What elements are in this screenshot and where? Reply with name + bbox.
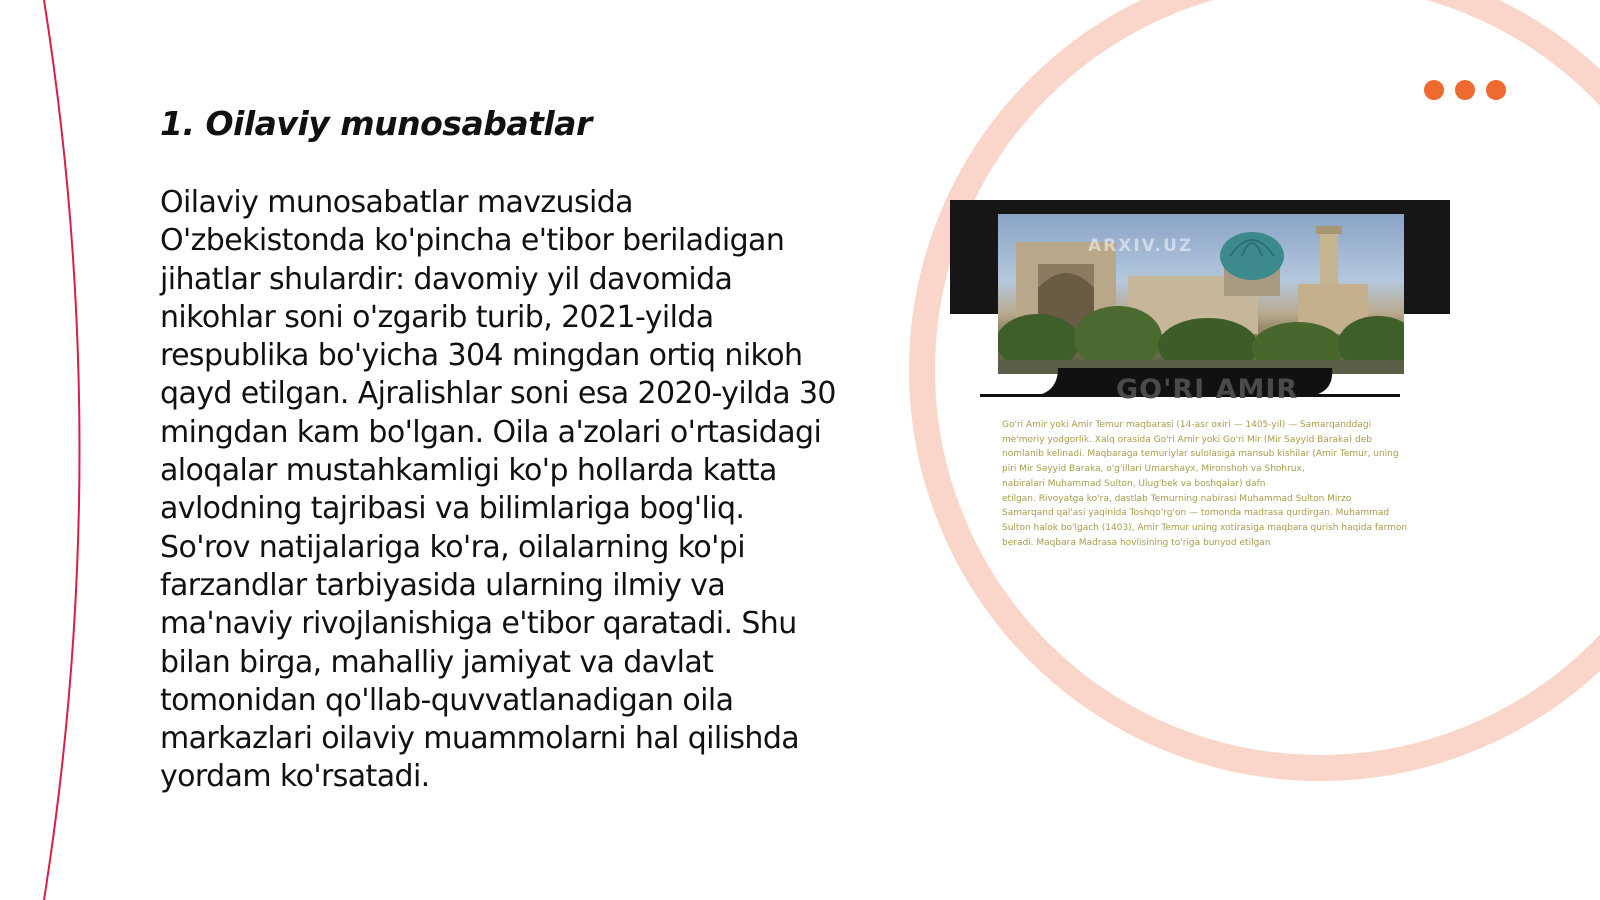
slide-body-text: Oilaviy munosabatlar mavzusida O'zbekistonda ko'pincha e'tibor beriladigan jihatlar shulardir: davomiy yil davomida nikohlar soni o'zgarib turib, 2021-yilda respublika bo'yicha 304 mingdan ortiq nikoh qayd etilgan. Ajralishlar soni esa 2020-yilda 30 mingdan kam bo'lgan. Oila a'zolari o'rtasidagi aloqalar mustahkamligi ko'p hollarda katta avlodning tajribasi va bilimlariga bog'liq. So'rov natijalariga ko'ra, oilalarning ko'pi farzandlar tarbiyasida ularning ilmiy va ma'naviy rivojlanishiga e'tibor qaratadi. Shu bilan birga, mahalliy jamiyat va davlat tomonidan qo'llab-quvvatlanadigan oila markazlari oilaviy muammolarni hal qilishda yordam ko'rsatadi. <box>160 185 836 795</box>
caption-line: Sulton halok bo'lgach (1403), Amir Temur uning xotirasiga maqbara qurish haqida farmon <box>1002 522 1408 533</box>
left-curve-line <box>44 0 80 900</box>
dot-icon <box>1455 80 1475 100</box>
caption-line: nomlanib kelinadi. Maqbaraga temuriylar sulolasiga mansub kishilar (Amir Temur, uning <box>1002 449 1399 460</box>
caption-line: piri Mir Sayyid Baraka, o'g'illari Umarshayx, Mironshoh va Shohrux, <box>1002 464 1305 475</box>
caption-line: nabiralari Muhammad Sulton, Ulug'bek va boshqalar) dafn <box>1002 478 1266 489</box>
image-title: GO'RI AMIR <box>1116 374 1299 405</box>
dot-icon <box>1424 80 1444 100</box>
dot-icon <box>1486 80 1506 100</box>
mausoleum-photo <box>998 214 1404 374</box>
mausoleum-illustration <box>998 214 1404 374</box>
menu-dots-icon <box>1424 80 1506 100</box>
image-caption <box>1002 418 1410 550</box>
caption-line: beradi. Maqbara Madrasa hovlisining to'riga bunyod etilgan <box>1002 537 1271 548</box>
slide-heading: 1. Oilaviy munosabatlar <box>160 104 592 143</box>
caption-line: Samarqand qal'asi yaqinida Toshqo'rg'on — tomonda madrasa qurdirgan. Muhammad <box>1002 508 1390 519</box>
caption-line: me'moriy yodgorlik. Xalq orasida Go'ri Amir yoki Go'ri Mir (Mir Sayyid Baraka) deb <box>1002 434 1372 445</box>
caption-line: Go'ri Amir yoki Amir Temur maqbarasi (14-asr oxiri — 1405-yil) — Samarqanddagi <box>1002 420 1372 430</box>
caption-line: etilgan. Rivoyatga ko'ra, dastlab Temurning nabirasi Muhammad Sulton Mirzo <box>1002 493 1352 504</box>
photo-watermark: ARXIV.UZ <box>1088 236 1194 256</box>
